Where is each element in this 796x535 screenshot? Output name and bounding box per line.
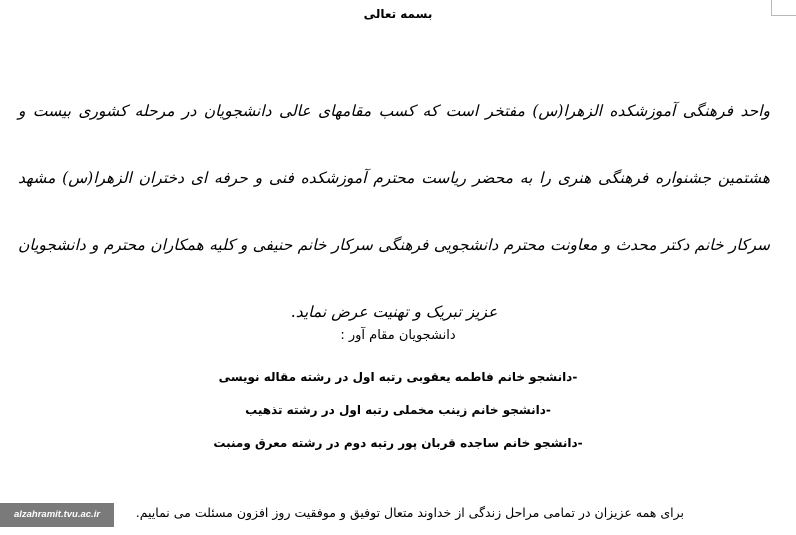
site-watermark: alzahramit.tvu.ac.ir xyxy=(0,503,114,527)
winner-item: -دانشجو خانم فاطمه یعقوبی رتبه اول در رشته مقاله نویسی xyxy=(218,370,578,384)
intro-paragraph: واحد فرهنگی آموزشکده الزهرا(س) مفتخر است که کسب مقامهای عالی دانشجویان در مرحله کشوری بیست و هشتمین جشنواره فرهنگی هنری را به محضر ریاست محترم آموزشکده فنی و حرفه ای دختران الزهرا(س) مشهد سرکار خانم دکتر محدث و معاونت محترم دانشجویی فرهنگی سرکار خانم حنیفی و کلیه همکاران محترم و دانشجویان عزیز تبریک و تهنیت عرض نماید. xyxy=(18,102,770,321)
winner-item: -دانشجو خانم زینب مخملی رتبه اول در رشته تذهیب xyxy=(245,403,551,417)
closing-sentence: برای همه عزیزان در تمامی مراحل زندگی از خداوند متعال توفیق و موفقیت روز افزون مسئلت می نماییم. xyxy=(135,505,684,520)
document-title: بسمه تعالی xyxy=(363,7,433,21)
winner-item: -دانشجو خانم ساجده قربان پور رتبه دوم در رشته معرق ومنبت xyxy=(213,436,583,450)
winners-heading: دانشجویان مقام آور : xyxy=(340,328,456,343)
